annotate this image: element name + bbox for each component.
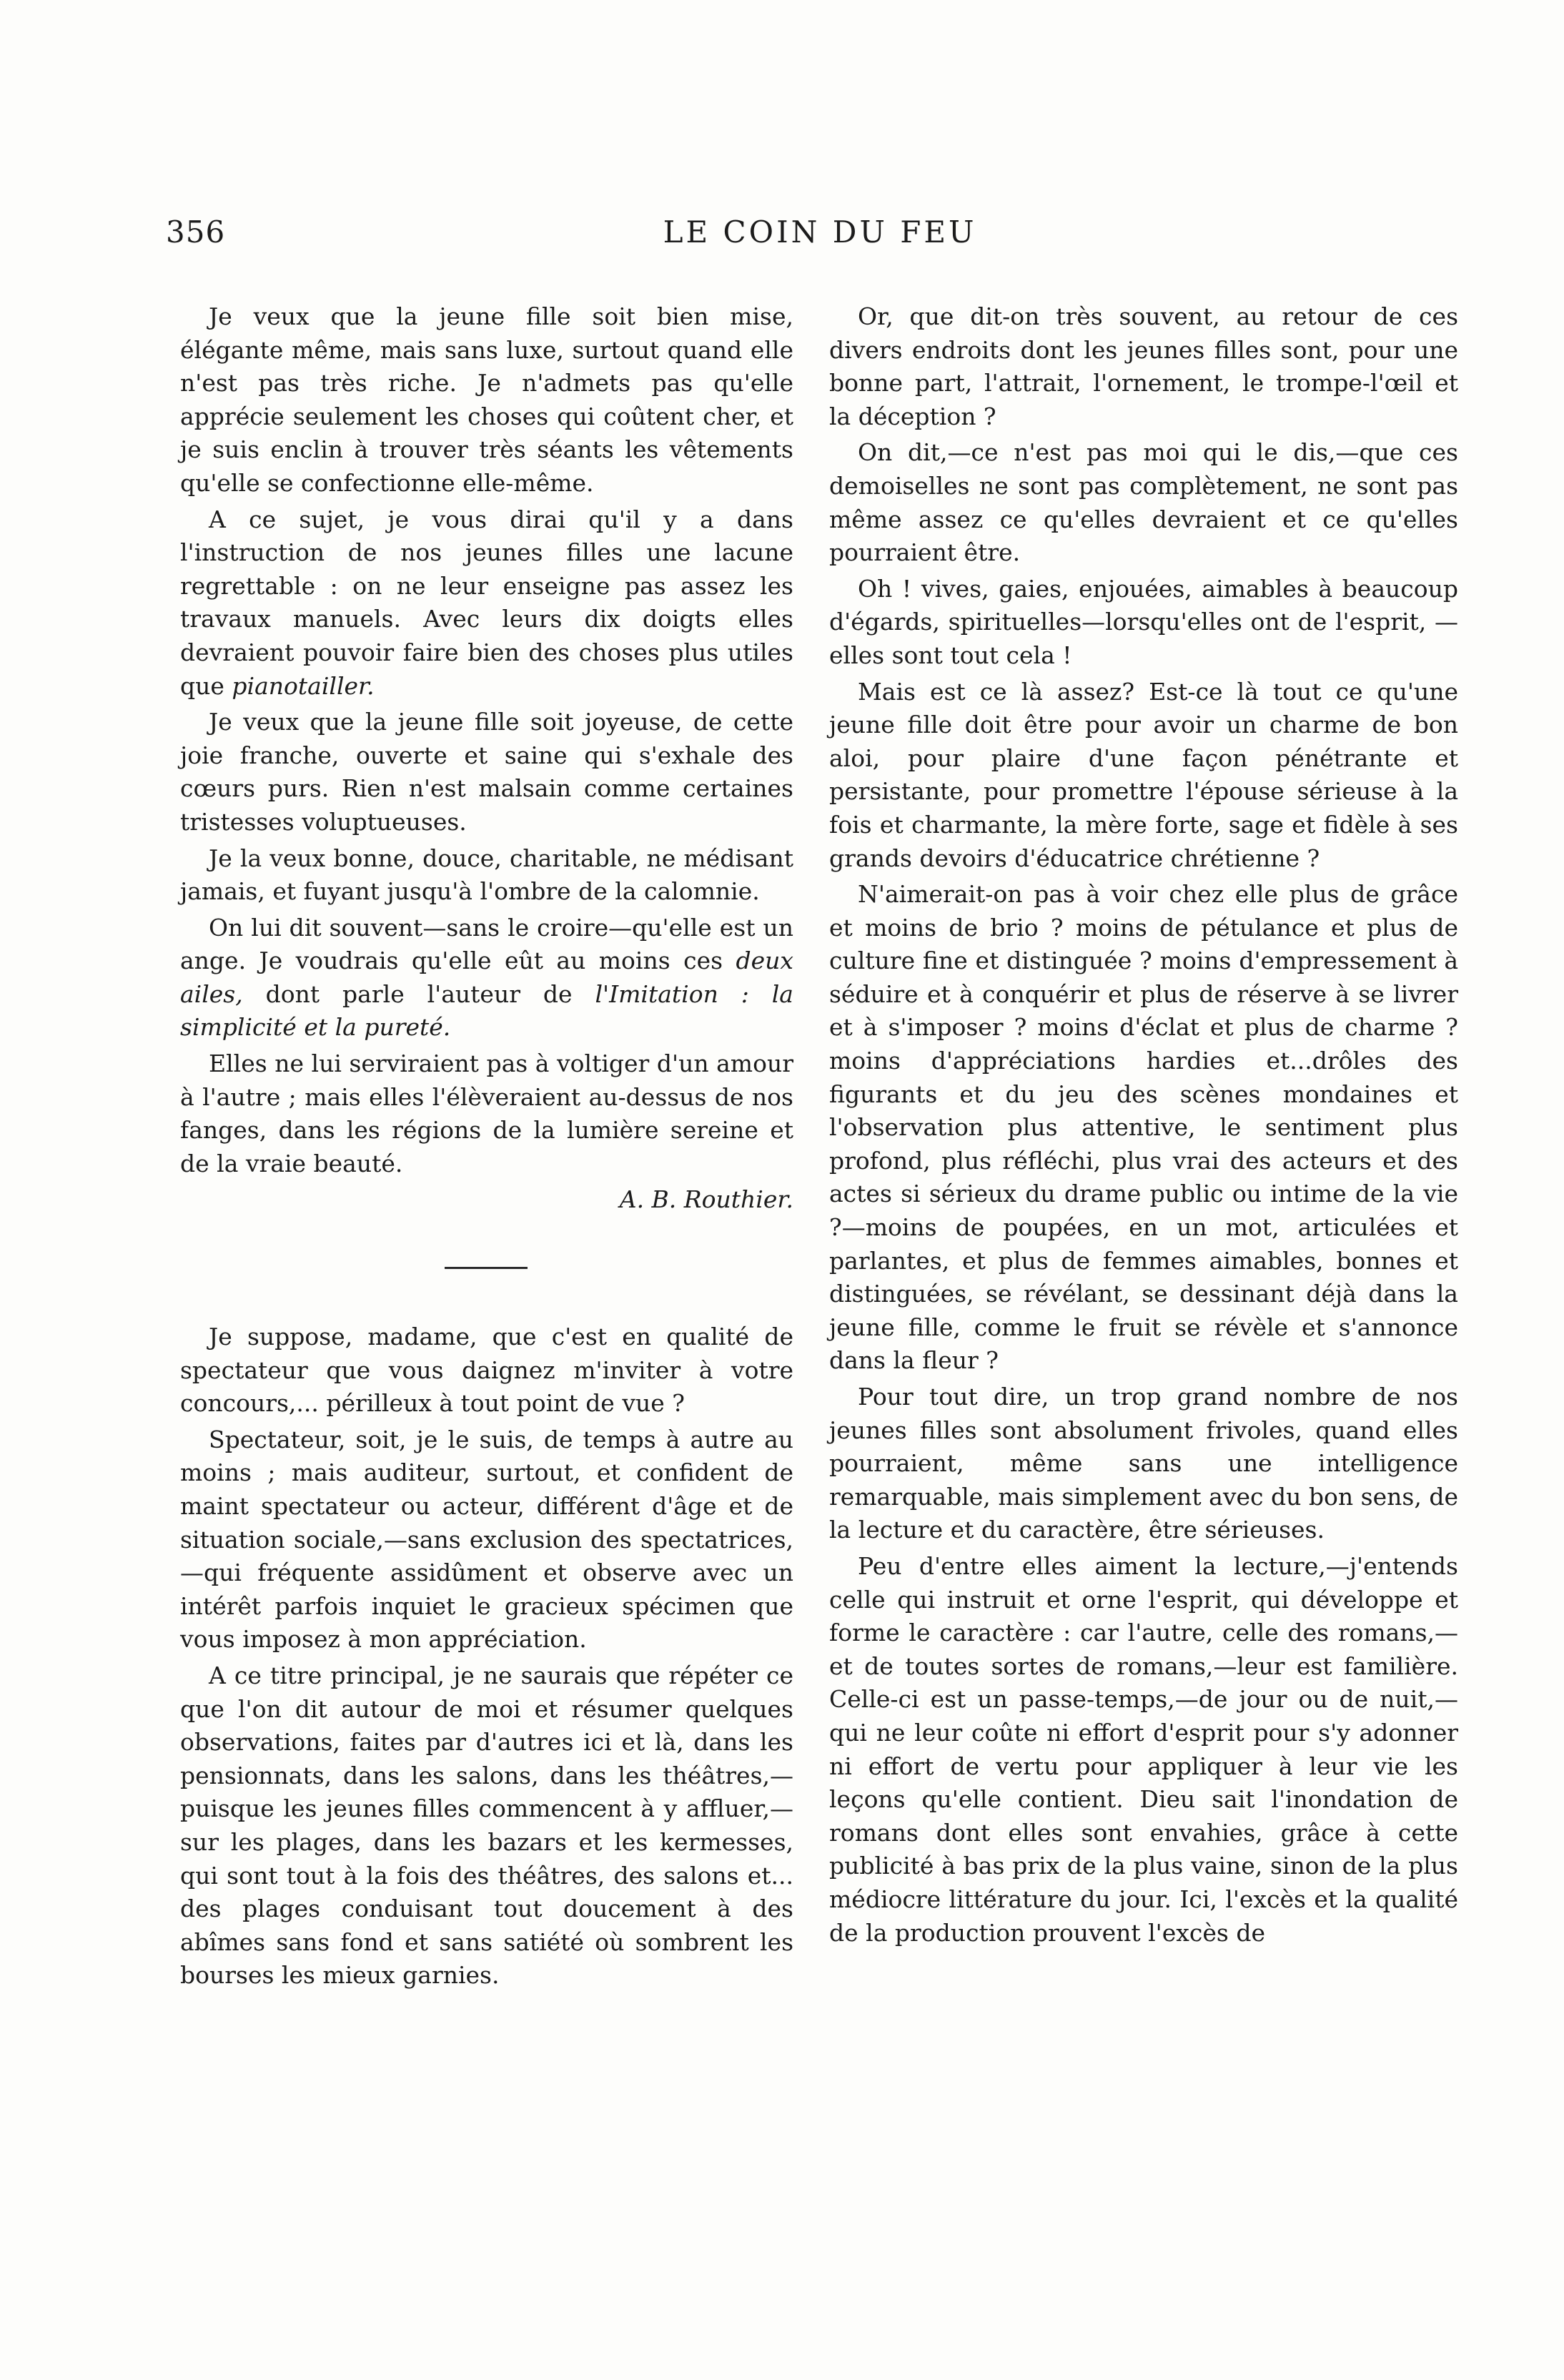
paragraph: Oh ! vives, gaies, enjouées, aimables à beaucoup d'égards, spirituelles—lorsqu'elles ont de l'esprit, —elles sont tout cela ! <box>829 574 1458 669</box>
paragraph: Peu d'entre elles aiment la lecture,—j'entends celle qui instruit et orne l'esprit, qui développe et forme le caractère : car l'autre, celle des romans,—et de toutes sortes de romans,—leur est familière. Celle-ci est un passe-temps,—de jour ou de nuit,—qui ne leur coûte ni effort d'esprit pour s'y adonner ni effort de vertu pour appliquer à leur vie les leçons qu'elle contient. Dieu sait l'inondation de romans dont elles sont envahies, grâce à cette publicité à bas prix de la plus vaine, sinon de la plus médiocre littérature du jour. Ici, l'excès et la qualité de la production prouvent l'excès de <box>829 1551 1458 1947</box>
paragraph <box>180 912 793 1045</box>
paragraph-text: dont parle l'auteur de <box>265 979 573 1008</box>
paragraph: Elles ne lui serviraient pas à voltiger d'un amour à l'autre ; mais elles l'élèveraient au-dessus de nos fanges, dans les régions de la lumière sereine et de la vraie beauté. <box>180 1050 793 1177</box>
paragraph-text: A ce sujet, je vous dirai qu'il y a dans l'instruction de nos jeunes filles une lacune regrettable : on ne leur enseigne pas assez les travaux manuels. Avec leurs dix doigts elles devraient pouvoir faire bien des choses plus utiles que <box>180 505 793 700</box>
page-header <box>166 214 1474 257</box>
section-divider <box>445 1267 528 1269</box>
paragraph: Je veux que la jeune fille soit joyeuse, de cette joie franche, ouverte et saine qui s'exhale des cœurs purs. Rien n'est malsain comme certaines tristesses voluptueuses. <box>180 708 793 836</box>
paragraph: Je la veux bonne, douce, charitable, ne médisant jamais, et fuyant jusqu'à l'ombre de la calomnie. <box>180 844 793 906</box>
italic-term: pianotailler. <box>232 671 375 700</box>
paragraph-text: On lui dit souvent—sans le croire—qu'elle est un ange. Je voudrais qu'elle eût au moins ces <box>180 913 793 975</box>
paragraph: Pour tout dire, un trop grand nombre de nos jeunes filles sont absolument frivoles, quand elles pourraient, même sans une intelligence remarquable, mais simplement avec du bon sens, de la lecture et du caractère, être sérieuses. <box>829 1383 1458 1544</box>
paragraph: Spectateur, soit, je le suis, de temps à autre au moins ; mais auditeur, surtout, et confident de maint spectateur ou acteur, différent d'âge et de situation sociale,—sans exclusion des spectatrices, —qui fréquente assidûment et observe avec un intérêt parfois inquiet le gracieux spécimen que vous imposez à mon appréciation. <box>180 1425 793 1654</box>
page-number: 356 <box>166 214 226 250</box>
italic-term: deux ailes, <box>180 947 793 1008</box>
right-column <box>829 300 1458 1952</box>
paragraph: Mais est ce là assez? Est-ce là tout ce qu'une jeune fille doit être pour avoir un charme de bon aloi, pour plaire d'une façon pénétrante et persistante, pour promettre l'épouse sérieuse à la fois et charmante, la mère forte, sage et fidèle à ses grands devoirs d'éducatrice chrétienne ? <box>829 677 1458 872</box>
paragraph <box>180 503 793 703</box>
paragraph: Je suppose, madame, que c'est en qualité de spectateur que vous daignez m'inviter à votre concours,... périlleux à tout point de vue ? <box>180 1323 793 1418</box>
paragraph: N'aimerait-on pas à voir chez elle plus de grâce et moins de brio ? moins de pétulance et plus de culture fine et distinguée ? moins d'empressement à séduire et à conquérir et plus de réserve à se livrer et à s'imposer ? moins d'éclat et plus de charme ? moins d'appréciations hardies et...drôles des figurants et du jeu des scènes mondaines et l'observation plus attentive, le sentiment plus profond, plus réfléchi, plus vrai des acteurs et des actes si sérieux du drame public ou intime de la vie ?—moins de poupées, en un mot, articulées et parlantes, et plus de femmes aimables, bonnes et distinguées, se révélant, se dessinant déjà dans la jeune fille, comme le fruit se révèle et s'annonce dans la fleur ? <box>829 880 1458 1375</box>
paragraph: Je veux que la jeune fille soit bien mise, élégante même, mais sans luxe, surtout quand elle n'est pas très riche. Je n'admets pas qu'elle apprécie seulement les choses qui coûtent cher, et je suis enclin à trouver très séants les vêtements qu'elle se confectionne elle-même. <box>180 302 793 497</box>
paragraph: Or, que dit-on très souvent, au retour de ces divers endroits dont les jeunes filles sont, pour une bonne part, l'attrait, l'ornement, le trompe-l'œil et la déception ? <box>829 302 1458 430</box>
left-column <box>180 300 793 1995</box>
running-title: LE COIN DU FEU <box>663 214 977 250</box>
author-signature: A. B. Routhier. <box>619 1185 793 1214</box>
paragraph: A ce titre principal, je ne saurais que répéter ce que l'on dit autour de moi et résumer quelques observations, faites par d'autres ici et là, dans les pensionnats, dans les salons, dans les théâtres,—puisque les jeunes filles commencent à y affluer,—sur les plages, dans les bazars et les kermesses, qui sont tout à la fois des théâtres, des salons et... des plages conduisant tout doucement à des abîmes sans fond et sans satiété où sombrent les bourses les mieux garnies. <box>180 1661 793 1990</box>
italic-quote: l'Imitation : la simplicité et la pureté. <box>180 979 793 1042</box>
paragraph: On dit,—ce n'est pas moi qui le dis,—que ces demoiselles ne sont pas complètement, ne sont pas même assez ce qu'elles devraient et ce qu'elles pourraient être. <box>829 438 1458 567</box>
